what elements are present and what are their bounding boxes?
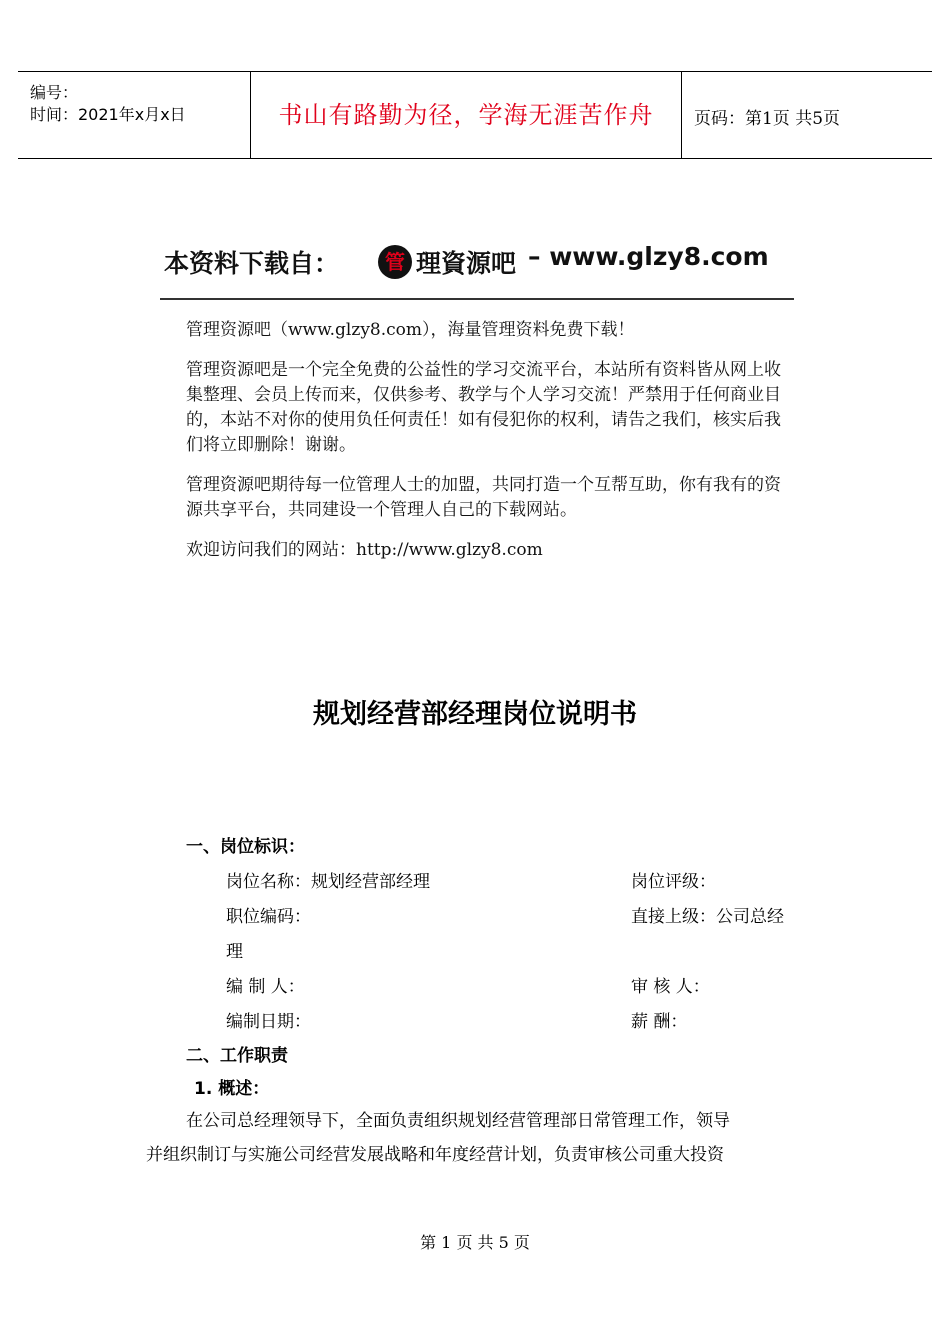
page-footer: 第 1 页 共 5 页 — [420, 1233, 530, 1252]
source-banner — [160, 238, 800, 300]
intro-paragraph: 管理资源吧期待每一位管理人士的加盟，共同打造一个互帮互助，你有我有的资源共享平台，共同建设一个管理人自己的下载网站。 — [186, 475, 781, 520]
position-code: 职位编码： — [226, 907, 311, 927]
header-motto: 书山有路勤为径，学海无涯苦作舟 — [251, 72, 682, 158]
position-name: 岗位名称：规划经营部经理 — [226, 872, 430, 892]
time-label: 时间：2021年x月x日 — [30, 105, 186, 124]
paragraph-line: 并组织制订与实施公司经营发展战略和年度经营计划，负责审核公司重大投资 — [146, 1145, 724, 1165]
direct-superior-wrap: 理 — [226, 942, 243, 962]
banner-prefix: 本资料下载自： — [164, 249, 340, 278]
page-header — [18, 71, 932, 159]
overview-paragraph — [146, 1104, 806, 1172]
intro-paragraph: 管理资源吧（www.glzy8.com），海量管理资料免费下载！ — [186, 320, 635, 340]
position-grade: 岗位评级： — [631, 872, 716, 892]
reviewer-field: 审 核 人： — [631, 977, 710, 997]
intro-website-link[interactable]: 欢迎访问我们的网站：http://www.glzy8.com — [186, 540, 543, 560]
section-heading: 二、工作职责 — [186, 1046, 288, 1066]
banner-url: – www.glzy8.com — [528, 242, 769, 271]
subsection-heading: 1. 概述： — [194, 1079, 270, 1099]
salary-field: 薪 酬： — [631, 1012, 688, 1032]
banner-site-name: 理資源吧 — [416, 249, 517, 278]
header-page-info: 页码：第1页 共5页 — [694, 109, 841, 129]
section-heading: 一、岗位标识： — [186, 837, 305, 857]
site-logo-icon: 管 — [378, 245, 412, 279]
intro-block — [186, 318, 786, 578]
banner-divider — [160, 298, 794, 300]
number-label: 编号： — [30, 83, 79, 102]
document-title: 规划经营部经理岗位说明书 — [313, 699, 637, 730]
paragraph-line: 在公司总经理领导下，全面负责组织规划经营管理部日常管理工作，领导 — [186, 1111, 730, 1131]
direct-superior: 直接上级：公司总经 — [631, 907, 784, 927]
intro-paragraph: 管理资源吧是一个完全免费的公益性的学习交流平台，本站所有资料皆从网上收集整理、会员上传而来，仅供参考、教学与个人学习交流！严禁用于任何商业目的，本站不对你的使用负任何责任！如有侵犯你的权利，请告之我们，核实后我们将立即删除！谢谢。 — [186, 360, 781, 455]
header-meta — [18, 72, 251, 158]
date-field: 编制日期： — [226, 1012, 311, 1032]
author-field: 编 制 人： — [226, 977, 305, 997]
